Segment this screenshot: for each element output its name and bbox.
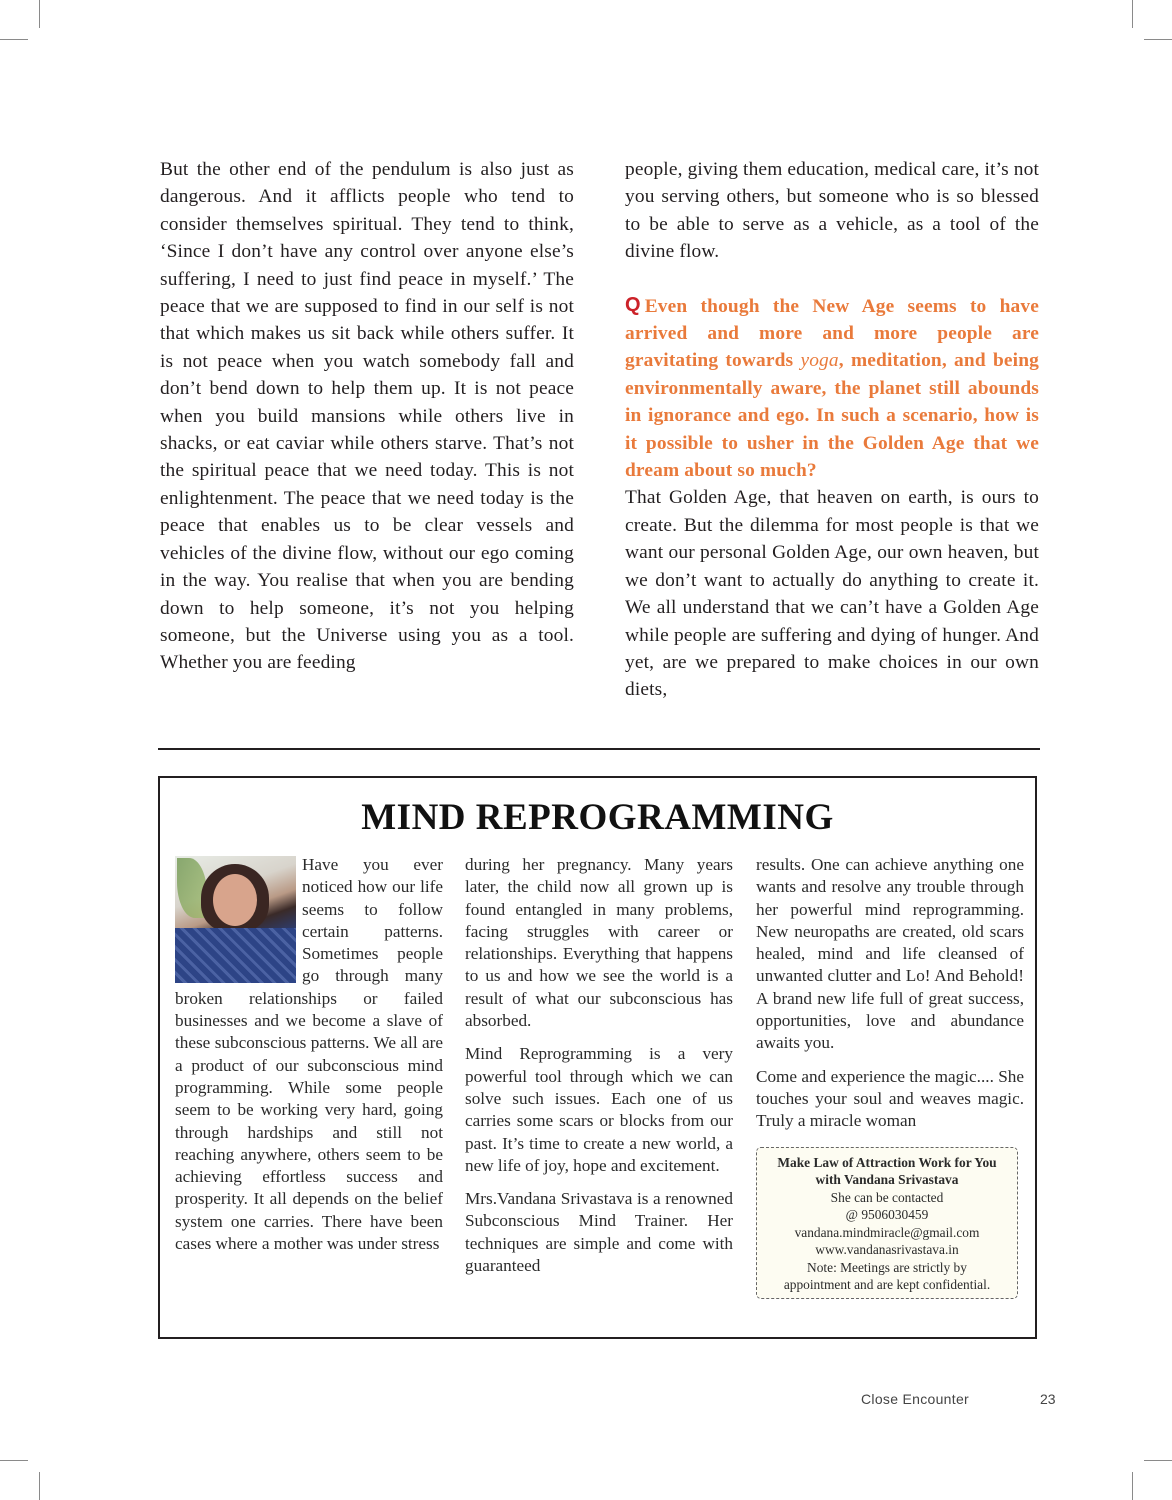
- contact-heading: Make Law of Attraction Work for You: [777, 1154, 997, 1170]
- contact-email-link[interactable]: vandana.mindmiracle@gmail.com: [794, 1224, 980, 1240]
- question-text-part: Even though the New Age seems to have arrived and more and more people are gravitating towards: [625, 295, 1039, 372]
- contact-note: appointment and are kept confidential.: [783, 1277, 991, 1293]
- advertisement-text: Have you ever noticed how our life seems to follow certain patterns. Sometimes people go through many broken relationships or failed businesses and we become a slave of these subconscious patterns. We all are a product of our subconscious mind programming. While some people seem to be working very hard, going through hardships and still not reaching anywhere, others seem to be achieving effortless success and prosperity. It all depends on the belief system one carries. There have been cases where a mother was under stress: [175, 855, 443, 1254]
- interview-question: [625, 293, 1039, 485]
- contact-heading: with Vandana Srivastava: [815, 1172, 959, 1188]
- advertisement-box: [158, 776, 1037, 1339]
- advertisement-column-2: [465, 854, 733, 1288]
- advertisement-column-3: [756, 854, 1024, 1299]
- crop-mark: [1144, 39, 1172, 40]
- contact-note: Note: Meetings are strictly by: [807, 1259, 967, 1275]
- advertisement-paragraph: Mrs.Vandana Srivastava is a renowned Subconscious Mind Trainer. Her techniques are simple and come with guaranteed: [465, 1189, 733, 1276]
- advertisement-paragraph: [175, 854, 443, 1255]
- contact-phone[interactable]: @ 9506030459: [845, 1207, 929, 1223]
- advertisement-paragraph: during her pregnancy. Many years later, the child now all grown up is found entangled in many problems, facing struggles with career or relationships. Everything that happens to us and how we see the world is a result of what our subconscious has absorbed.: [465, 855, 733, 1031]
- question-text-part: , meditation, and being environmentally aware, the planet still abounds in ignorance and ego. In such a scenario, how is it possible to usher in the Golden Age that we dream about so much?: [625, 350, 1039, 482]
- advertisement-paragraph: Mind Reprogramming is a very powerful tool through which we can solve such issues. Each one of us carries some scars or blocks from our past. It’s time to create a new world, a new life of joy, hope and excitement.: [465, 1044, 733, 1175]
- interview-answer: That Golden Age, that heaven on earth, is ours to create. But the dilemma for most people is that we want our personal Golden Age, our own heaven, but we don’t want to actually do anything to create it. We all understand that we can’t have a Golden Age while people are suffering and dying of hunger. And yet, are we prepared to make choices in our own diets,: [625, 487, 1039, 701]
- crop-mark: [1132, 1472, 1133, 1500]
- crop-mark: [1132, 0, 1133, 28]
- article-column-right: [625, 156, 1039, 704]
- page-number: 23: [1040, 1391, 1056, 1407]
- sari-shape: [175, 928, 296, 983]
- crop-mark: [39, 1472, 40, 1500]
- question-marker-icon: Q: [625, 293, 641, 316]
- contact-label: She can be contacted: [830, 1189, 944, 1205]
- article-paragraph: But the other end of the pendulum is also just as dangerous. And it afflicts people who tend to consider themselves spiritual. They tend to think, ‘Since I don’t have any control over anyone else’s suffering, I need to just find peace in myself.’ The peace that we are supposed to find in our self is not that which makes us sit back while others suffer. It is not peace when you watch somebody fall and don’t bend down to help them up. It is not peace when you build mansions while others live in shacks, or eat caviar while others starve. That’s not the spiritual peace that we need today. This is not enlightenment. The peace that we need today is the peace that enables us to be clear vessels and vehicles of the divine flow, without our ego coming in the way. You realise that when you are bending down to help someone, it’s not you helping someone, but the Universe using you as a tool. Whether you are feeding: [160, 159, 574, 674]
- crop-mark: [0, 1460, 28, 1461]
- article-paragraph: people, giving them education, medical care, it’s not you serving others, but someone who is so blessed to be able to serve as a vehicle, as a tool of the divine flow.: [625, 159, 1039, 263]
- contact-info-box: [756, 1147, 1018, 1299]
- question-italic-word: yoga: [800, 350, 839, 372]
- article-column-left: [160, 156, 574, 677]
- advertisement-paragraph: Come and experience the magic.... She touches your soul and weaves magic. Truly a miracle woman: [756, 1066, 1024, 1131]
- crop-mark: [1144, 1460, 1172, 1461]
- portrait-photo: [175, 856, 296, 983]
- contact-website-link[interactable]: www.vandanasrivastava.in: [815, 1242, 959, 1258]
- crop-mark: [39, 0, 40, 28]
- advertisement-paragraph: results. One can achieve anything one wants and resolve any trouble through her powerful mind reprogramming. New neuropaths are created, old scars healed, mind and life cleansed of unwanted clutter and Lo! And Behold! A brand new life full of great success, opportunities, love and abundance awaits you.: [756, 855, 1024, 1053]
- crop-mark: [0, 39, 28, 40]
- advertisement-column-1: [175, 854, 443, 1266]
- section-divider: [158, 748, 1040, 750]
- advertisement-title: MIND REPROGRAMMING: [361, 797, 834, 838]
- footer-section-name: Close Encounter: [861, 1391, 970, 1407]
- face-shape: [213, 874, 257, 926]
